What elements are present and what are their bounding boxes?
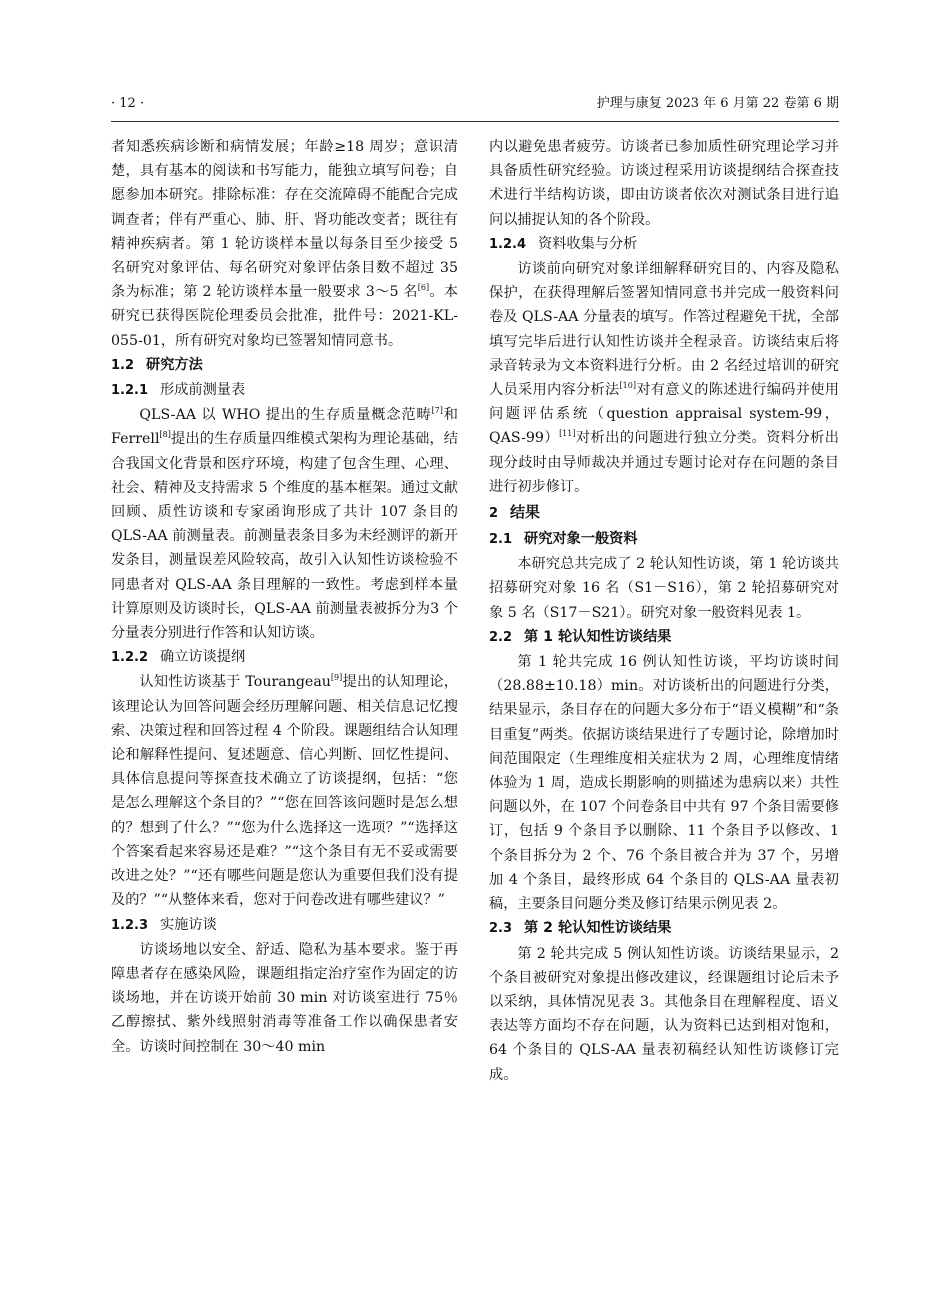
citation-ref: [10] bbox=[619, 381, 636, 391]
paragraph-1-2-3-continued: 内以避免患者疲劳。访谈者已参加质性研究理论学习并具备质性研究经验。访谈过程采用访谈提纲结合探查技术进行半结构访谈，即由访谈者依次对测试条目进行追问以捕捉认知的各个阶段。 bbox=[489, 139, 839, 228]
left-column bbox=[111, 135, 458, 1059]
page-header bbox=[111, 93, 839, 115]
paragraph-2-3: 第 2 轮共完成 5 例认知性访谈。访谈结果显示，2 个条目被研究对象提出修改建议，经课题组讨论后未予以采纳，具体情况见表 3。其他条目在理解程度、语义表达等方面均不存在问题，认为资料已达到相对饱和，64 个条目的 QLS-AA 量表初稿经认知性访谈修订完成。 bbox=[489, 945, 839, 1083]
right-column bbox=[489, 135, 839, 1087]
section-heading-2-2: 2.2 第 1 轮认知性访谈结果 bbox=[489, 628, 672, 645]
citation-ref: [7] bbox=[431, 406, 443, 416]
citation-ref: [11] bbox=[559, 429, 576, 439]
paragraph-1-2-1: QLS-AA 以 WHO 提出的生存质量概念范畴[7]和 Ferrell[8]提出的生存质量四维模式架构为理论基础，结合我国文化背景和医疗环境，构建了包含生理、心理、社会、精神及支持需求 5 个维度的基本框架。通过文献回顾、质性访谈和专家函询形成了共计 107 条目的 QLS-AA 前测量表。前测量表条目多为未经测评的新开发条目，测量误差风险较高，故引入认知性访谈检验不同患者对 QLS-AA 条目理解的一致性。考虑到样本量计算原则及访谈时长，QLS-AA 前测量表被拆分为3 个分量表分别进行作答和认知访谈。 bbox=[111, 406, 458, 642]
section-heading-1-2-3: 1.2.3 实施访谈 bbox=[111, 916, 217, 933]
paragraph-1-2-3: 访谈场地以安全、舒适、隐私为基本要求。鉴于再障患者存在感染风险，课题组指定治疗室作为固定的访谈场地，并在访谈开始前 30 min 对访谈室进行 75％乙醇擦拭、紫外线照射消毒等准备工作以确保患者安全。访谈时间控制在 30～40 min bbox=[111, 941, 458, 1055]
citation-ref: [9] bbox=[330, 673, 343, 683]
paragraph-1-2-2: 认知性访谈基于 Tourangeau[9]提出的认知理论，该理论认为回答问题会经历理解问题、相关信息记忆搜索、决策过程和回答过程 4 个阶段。课题组结合认知理论和解释性提问、复述题意、信心判断、回忆性提问、具体信息提问等探查技术确立了访谈提纲，包括：“您是怎么理解这个条目的？”“您在回答该问题时是怎么想的？想到了什么？”“您为什么选择这一选项？”“选择这个答案看起来容易还是难？”“这个条目有无不妥或需要改进之处？”“还有哪些问题是您认为重要但我们没有提及的？”“从整体来看，您对于问卷改进有哪些建议？” bbox=[111, 673, 458, 909]
section-heading-2: 2 结果 bbox=[489, 503, 541, 522]
journal-citation: 护理与康复 2023 年 6 月第 22 卷第 6 期 bbox=[596, 96, 839, 111]
section-heading-1-2: 1.2 研究方法 bbox=[111, 356, 203, 373]
citation-ref: [8] bbox=[159, 430, 171, 440]
paragraph-1-2-4: 访谈前向研究对象详细解释研究目的、内容及隐私保护，在获得理解后签署知情同意书并完成一般资料问卷及 QLS-AA 分量表的填写。作答过程避免干扰，全部填写完毕后进行认知性访谈并全程录音。访谈结束后将录音转录为文本资料进行分析。由 2 名经过培训的研究人员采用内容分析法[10]对有意义的陈述进行编码并使用问题评估系统（question appraisal system-99，QAS-99）[11]对析出的问题进行独立分类。资料分析出现分歧时由导师裁决并通过专题讨论对存在问题的条目进行初步修订。 bbox=[489, 261, 839, 495]
citation-ref: [6] bbox=[417, 283, 430, 293]
section-heading-1-2-1: 1.2.1 形成前测量表 bbox=[111, 382, 246, 399]
page-number: · 12 · bbox=[111, 96, 145, 111]
section-heading-2-3: 2.3 第 2 轮认知性访谈结果 bbox=[489, 920, 672, 937]
section-heading-1-2-4: 1.2.4 资料收集与分析 bbox=[489, 235, 638, 252]
paragraph-2-1: 本研究总共完成了 2 轮认知性访谈，第 1 轮访谈共招募研究对象 16 名（S1－S16），第 2 轮招募研究对象 5 名（S17－S21）。研究对象一般资料见表 1。 bbox=[489, 556, 839, 621]
header-rule bbox=[111, 121, 839, 122]
paragraph-2-2: 第 1 轮共完成 16 例认知性访谈，平均访谈时间（28.88±10.18）min。对访谈析出的问题进行分类，结果显示，条目存在的问题大多分布于“语义模糊”和“条目重复”两类。依据访谈结果进行了专题讨论，除增加时间范围限定（生理维度相关症状为 2 周，心理维度情绪体验为 1 周，造成长期影响的则描述为患病以来）共性问题以外，在 107 个问卷条目中共有 97 个条目需要修订，包括 9 个条目予以删除、11 个条目予以修改、1 个条目拆分为 2 个、76 个条目被合并为 37 个，另增加 4 个条目，最终形成 64 个条目的 QLS-AA 量表初稿，主要条目问题分类及修订结果示例见表 2。 bbox=[489, 654, 839, 913]
section-heading-1-2-2: 1.2.2 确立访谈提纲 bbox=[111, 649, 246, 666]
paragraph-inclusion-criteria: 者知悉疾病诊断和病情发展；年龄≥18 周岁；意识清楚，具有基本的阅读和书写能力，能独立填写问卷；自愿参加本研究。排除标准：存在交流障碍不能配合完成调查者；伴有严重心、肺、肝、肾功能改变者；既往有精神疾病者。第 1 轮访谈样本量以每条目至少接受 5 名研究对象评估、每名研究对象评估条目数不超过 35 条为标准；第 2 轮访谈样本量一般要求 3～5 名[6]。本研究已获得医院伦理委员会批准，批件号：2021-KL-055-01，所有研究对象均已签署知情同意书。 bbox=[111, 139, 458, 349]
section-heading-2-1: 2.1 研究对象一般资料 bbox=[489, 531, 638, 548]
